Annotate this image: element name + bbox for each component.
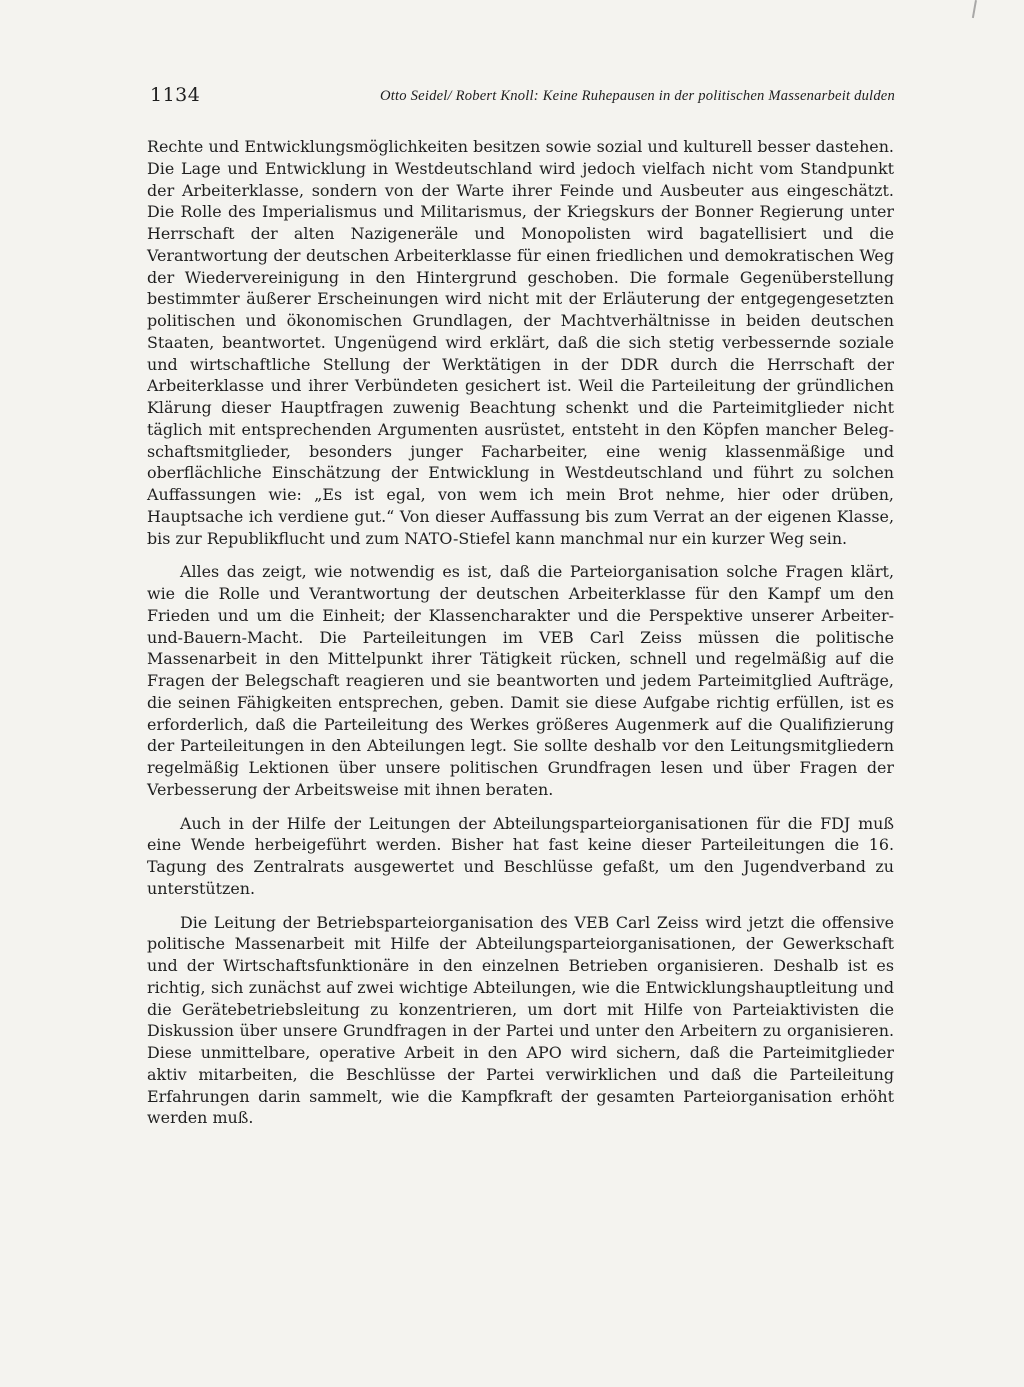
scan-edge-mark bbox=[972, 0, 977, 18]
body-text bbox=[147, 136, 894, 1141]
page-number: 1134 bbox=[150, 84, 201, 106]
running-head: Otto Seidel/ Robert Knoll: Keine Ruhepausen in der politischen Massenarbeit dulden bbox=[380, 88, 895, 104]
paragraph-2: Alles das zeigt, wie notwendig es ist, daß die Parteiorganisation solche Fragen klärt, wie die Rolle und Verantwortung der deutschen Arbeiterklasse für den Kampf um den Frieden und um die Einheit; der Klassencharakter und die Perspektive unserer Arbeiter-und-Bauern-Macht. Die Parteileitungen im VEB Carl Zeiss müssen die politische Massenarbeit in den Mittelpunkt ihrer Tätigkeit rücken, schnell und regelmäßig auf die Fragen der Belegschaft reagieren und sie beantworten und jedem Parteimitglied Aufträge, die seinen Fähigkeiten entsprechen, geben. Damit sie diese Aufgabe richtig erfüllen, ist es erforderlich, daß die Parteileitung des Werkes größeres Augenmerk auf die Qualifizierung der Parteileitungen in den Abteilungen legt. Sie sollte deshalb vor den Leitungsmitgliedern regelmäßig Lektionen über unsere politischen Grundfragen lesen und über Fragen der Verbesserung der Arbeitsweise mit ihnen beraten. bbox=[147, 562, 894, 799]
paragraph-4: Die Leitung der Betriebsparteiorganisation des VEB Carl Zeiss wird jetzt die offensive politische Massenarbeit mit Hilfe der Abteilungsparteiorganisationen, der Gewerkschaft und der Wirtschaftsfunktionäre in den einzelnen Betrieben organisieren. Deshalb ist es richtig, sich zunächst auf zwei wichtige Abteilungen, wie die Entwicklungshauptleitung und die Gerätebetriebsleitung zu konzentrieren, um dort mit Hilfe von Parteiaktivisten die Diskussion über unsere Grundfragen in der Partei und unter den Arbeitern zu organisieren. Diese unmittelbare, operative Arbeit in den APO wird sichern, daß die Parteimitglieder aktiv mitarbeiten, die Beschlüsse der Partei verwirklichen und daß die Parteileitung Erfahrungen darin sammelt, wie die Kampfkraft der gesamten Parteiorganisation erhöht werden muß. bbox=[147, 912, 894, 1128]
paragraph-1: Rechte und Entwicklungsmöglichkeiten besitzen sowie sozial und kulturell besser dastehen. Die Lage und Entwicklung in Westdeutschland wird jedoch vielfach nicht vom Standpunkt der Arbeiterklasse, sondern von der Warte ihrer Feinde und Ausbeuter aus eingeschätzt. Die Rolle des Imperialismus und Militarismus, der Kriegskurs der Bonner Regierung unter Herrschaft der alten Nazigeneräle und Monopolisten wird bagatellisiert und die Verantwortung der deutschen Arbeiterklasse für einen friedlichen und demokratischen Weg der Wiedervereinigung in den Hintergrund geschoben. Die formale Gegenüberstellung bestimmter äußerer Erscheinungen wird nicht mit der Erläuterung der entgegengesetzten politischen und ökonomischen Grundlagen, der Machtverhältnisse in beiden deutschen Staaten, beantwortet. Ungenügend wird erklärt, daß die sich stetig verbessernde soziale und wirtschaftliche Stellung der Werktätigen in der DDR durch die Herrschaft der Arbeiterklasse und ihrer Verbündeten gesichert ist. Weil die Parteileitung der gründlichen Klärung dieser Hauptfragen zuwenig Beachtung schenkt und die Parteimitglieder nicht täglich mit entsprechenden Argumenten ausrüstet, entsteht in den Köpfen mancher Belegschaftsmitglieder, besonders junger Facharbeiter, eine wenig klassenmäßige und oberflächliche Einschätzung der Entwicklung in Westdeutschland und führt zu solchen Auffassungen wie: „Es ist egal, von wem ich mein Brot nehme, hier oder drüben, Hauptsache ich verdiene gut.“ Von dieser Auffassung bis zum Verrat an der eigenen Klasse, bis zur Republikflucht und zum NATO-Stiefel kann manchmal nur ein kurzer Weg sein. bbox=[147, 137, 894, 548]
paragraph-3: Auch in der Hilfe der Leitungen der Abteilungsparteiorganisationen für die FDJ muß eine Wende herbeigeführt werden. Bisher hat fast keine dieser Parteileitungen die 16. Tagung des Zentralrats ausgewertet und Beschlüsse gefaßt, um den Jugendverband zu unterstützen. bbox=[147, 813, 894, 898]
page-header bbox=[150, 84, 895, 114]
